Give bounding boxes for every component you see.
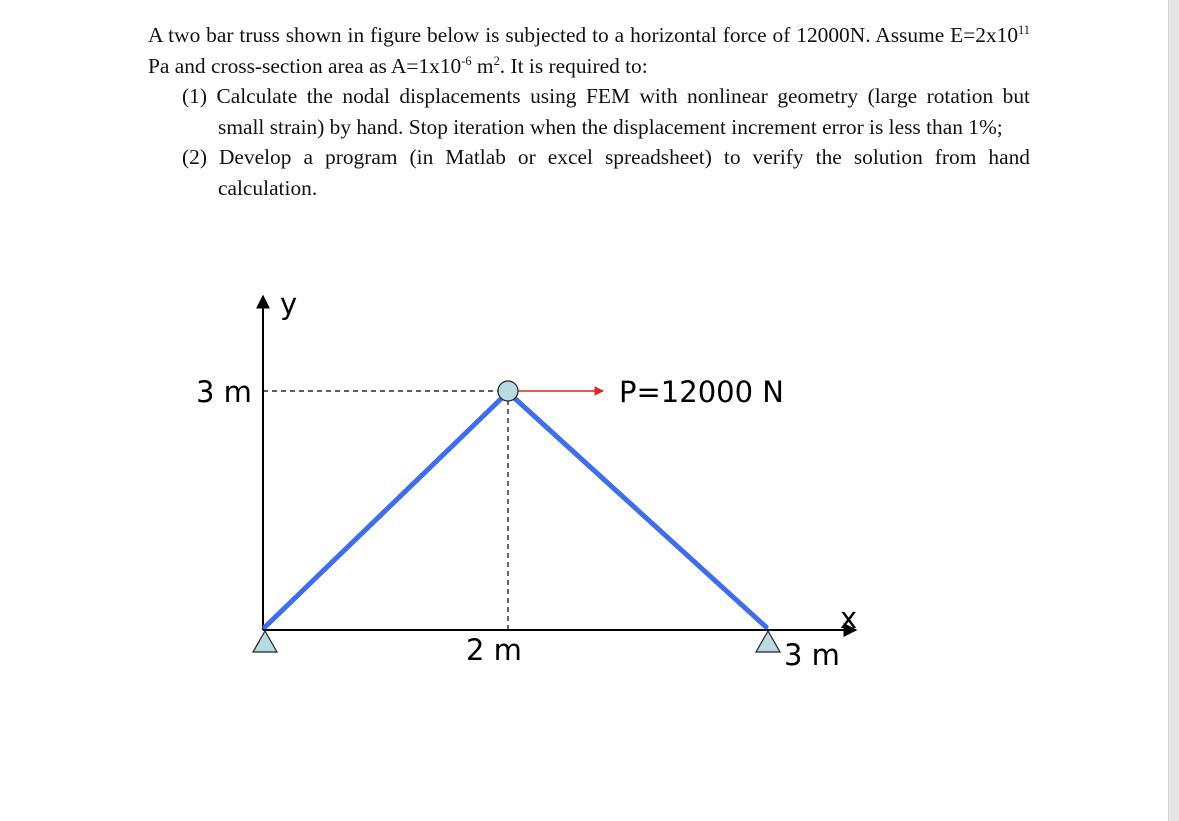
page-edge-strip — [1168, 0, 1179, 821]
intro-text-3: m — [471, 53, 494, 78]
x-axis-label: x — [840, 601, 858, 635]
height-label: 3 m — [196, 375, 252, 409]
left-support — [253, 631, 277, 652]
requirement-2: (2) Develop a program (in Matlab or excel spreadsheet) to verify the solution from hand calculation. — [182, 145, 1030, 200]
intro-text-2: Pa and cross-section area as A=1x10 — [148, 53, 462, 78]
intro-text-4: . It is required to: — [499, 53, 648, 78]
right-bar — [510, 394, 766, 627]
exponent-a: -6 — [461, 53, 472, 68]
exponent-e: 11 — [1018, 23, 1030, 38]
y-axis-label: y — [280, 287, 298, 321]
exponent-m: 2 — [493, 53, 500, 68]
apex-joint — [498, 381, 518, 401]
right-span-label: 3 m — [784, 638, 840, 672]
intro-text-1: A two bar truss shown in figure below is subjected to a horizontal force of 12000N. Assume E=2x10 — [148, 23, 1019, 47]
right-support — [756, 631, 780, 652]
mid-span-label: 2 m — [466, 633, 522, 667]
load-label: P=12000 N — [619, 375, 784, 409]
left-bar — [265, 394, 506, 627]
requirement-1: (1) Calculate the nodal displacements using FEM with nonlinear geometry (large rotation but small strain) by hand. Stop iteration when the displacement increment error is less than 1%; — [182, 84, 1030, 139]
